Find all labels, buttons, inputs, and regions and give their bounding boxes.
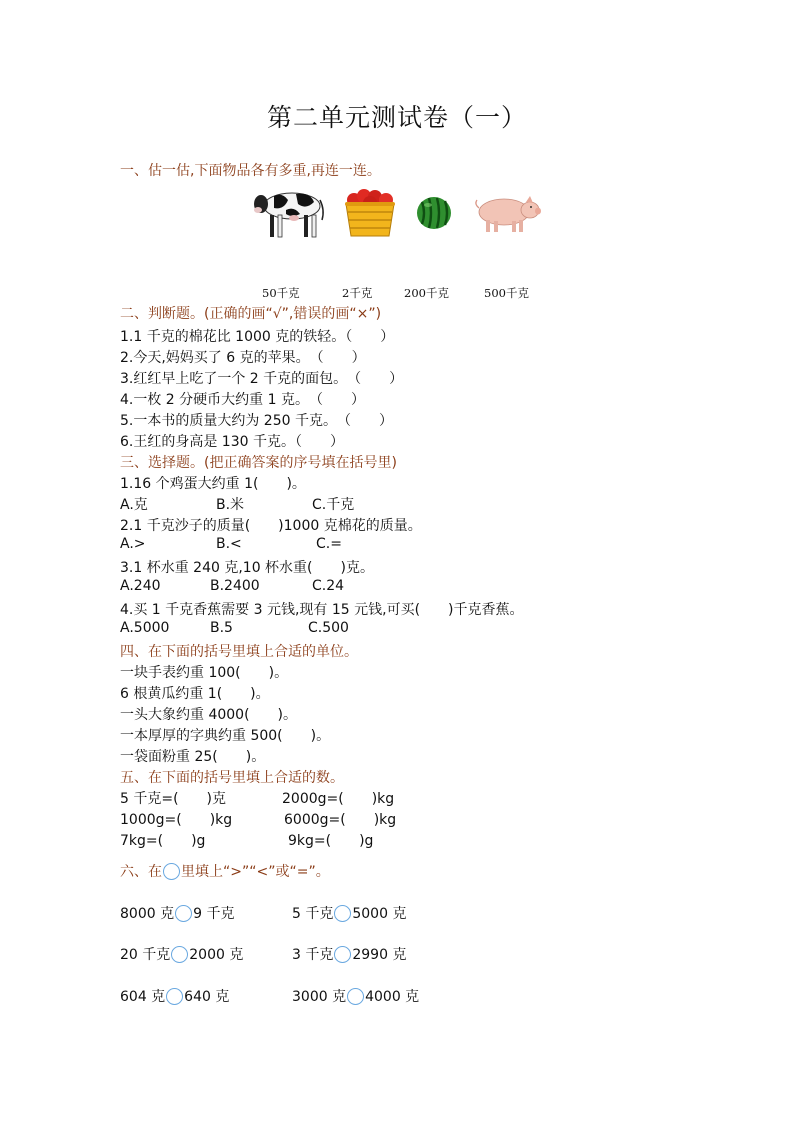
conversion-question: 6000g=( )kg <box>284 812 397 828</box>
judge-question: 6.王红的身高是 130 千克。（ ） <box>120 434 344 450</box>
compare-question: 5 千克 5000 克 <box>292 906 407 922</box>
choice-option: B.米 <box>216 497 245 513</box>
section1-heading: 一、估一估,下面物品各有多重,再连一连。 <box>120 163 381 179</box>
section3-heading: 三、选择题。(把正确答案的序号填在括号里) <box>120 455 397 471</box>
judge-question: 4.一枚 2 分硬币大约重 1 克。 （ ） <box>120 392 365 408</box>
choice-option: A.240 <box>120 578 161 594</box>
compare-circle[interactable] <box>166 988 183 1005</box>
compare-circle[interactable] <box>347 988 364 1005</box>
section6-heading-before: 六、在 <box>120 864 162 880</box>
page-title: 第二单元测试卷（一） <box>266 103 527 132</box>
compare-circle-icon <box>163 863 180 880</box>
choice-option: A.克 <box>120 497 148 513</box>
section2-heading: 二、判断题。(正确的画“√”,错误的画“×”) <box>120 306 382 322</box>
unit-question: 一块手表约重 100( )。 <box>120 665 289 681</box>
compare-circle[interactable] <box>334 946 351 963</box>
unit-question: 6 根黄瓜约重 1( )。 <box>120 686 270 702</box>
unit-question: 一头大象约重 4000( )。 <box>120 707 298 723</box>
choice-option: C.24 <box>312 578 345 594</box>
choice-question: 2.1 千克沙子的质量( )1000 克棉花的质量。 <box>120 518 422 534</box>
compare-question: 20 千克 2000 克 <box>120 947 244 963</box>
choice-option: B.< <box>216 536 242 552</box>
compare-circle[interactable] <box>171 946 188 963</box>
unit-question: 一袋面粉重 25( )。 <box>120 749 266 765</box>
section6-heading-after: 里填上“>”“<”或“=”。 <box>181 864 330 880</box>
choice-option: C.= <box>316 536 342 552</box>
judge-question: 3.红红早上吃了一个 2 千克的面包。 （ ） <box>120 371 404 387</box>
compare-question: 604 克 640 克 <box>120 989 230 1005</box>
section4-heading: 四、在下面的括号里填上合适的单位。 <box>120 644 358 660</box>
choice-question: 1.16 个鸡蛋大约重 1( )。 <box>120 476 306 492</box>
judge-question: 2.今天,妈妈买了 6 克的苹果。 （ ） <box>120 350 366 366</box>
judge-question: 5.一本书的质量大约为 250 千克。 （ ） <box>120 413 393 429</box>
conversion-question: 9kg=( )g <box>288 833 374 849</box>
compare-question: 3000 克 4000 克 <box>292 989 420 1005</box>
conversion-question: 1000g=( )kg <box>120 812 233 828</box>
weight-option: 500千克 <box>484 286 529 300</box>
choice-option: B.5 <box>210 620 233 636</box>
compare-circle[interactable] <box>334 905 351 922</box>
compare-question: 8000 克 9 千克 <box>120 906 235 922</box>
weight-option: 200千克 <box>404 286 449 300</box>
section5-heading: 五、在下面的括号里填上合适的数。 <box>120 770 344 786</box>
conversion-question: 7kg=( )g <box>120 833 206 849</box>
conversion-question: 5 千克=( )克 <box>120 791 227 807</box>
judge-question: 1.1 千克的棉花比 1000 克的铁轻。（ ） <box>120 329 395 345</box>
choice-question: 3.1 杯水重 240 克,10 杯水重( )克。 <box>120 560 374 576</box>
compare-circle[interactable] <box>175 905 192 922</box>
compare-question: 3 千克 2990 克 <box>292 947 407 963</box>
apple-basket-icon <box>342 188 398 240</box>
choice-option: C.500 <box>308 620 349 636</box>
weight-option: 50千克 <box>262 286 300 300</box>
choice-question: 4.买 1 千克香蕉需要 3 元钱,现有 15 元钱,可买( )千克香蕉。 <box>120 602 524 618</box>
pig-icon <box>472 194 542 234</box>
choice-option: A.> <box>120 536 146 552</box>
cow-icon <box>252 184 326 242</box>
choice-option: A.5000 <box>120 620 170 636</box>
section6-heading <box>120 861 330 881</box>
watermelon-icon <box>416 196 452 230</box>
choice-option: B.2400 <box>210 578 260 594</box>
conversion-question: 2000g=( )kg <box>282 791 395 807</box>
unit-question: 一本厚厚的字典约重 500( )。 <box>120 728 331 744</box>
weight-option: 2千克 <box>342 286 373 300</box>
choice-option: C.千克 <box>312 497 355 513</box>
